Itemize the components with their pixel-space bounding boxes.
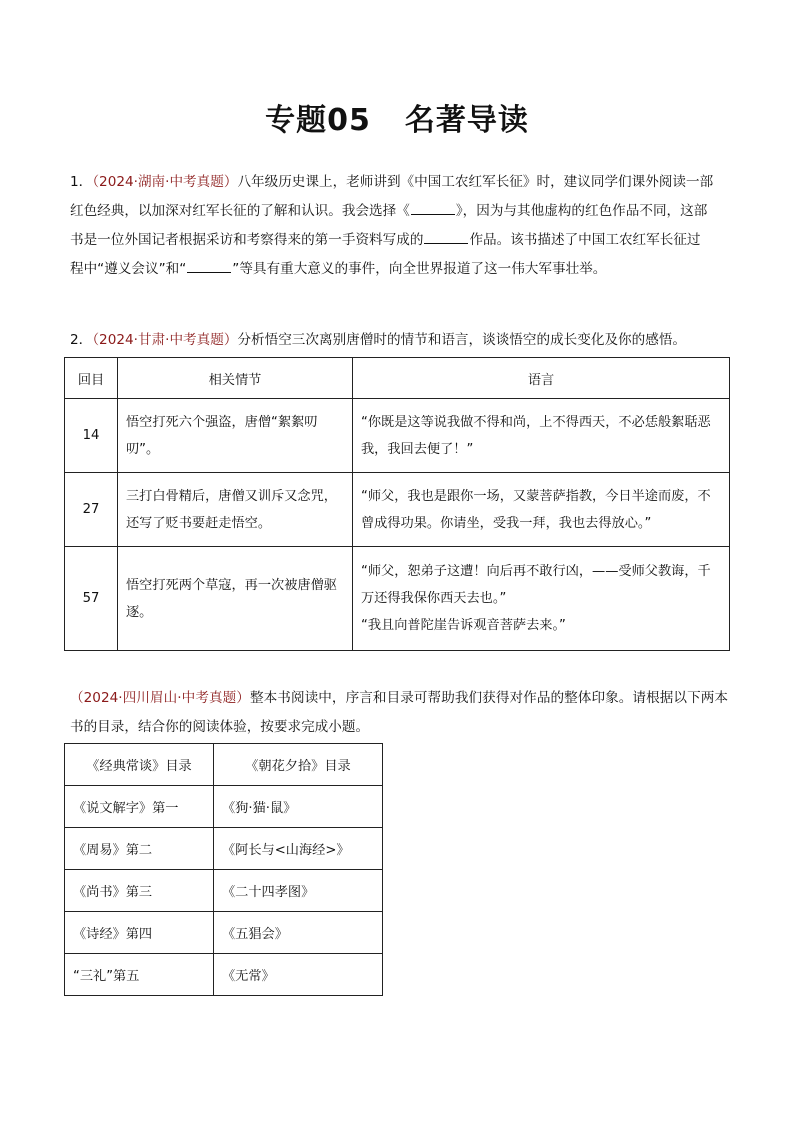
title-number: 05 xyxy=(327,103,371,138)
q1-line-2 xyxy=(70,197,728,226)
table-row xyxy=(65,786,383,828)
q1-text-4a: 程中“遵义会议”和“ xyxy=(70,261,187,277)
q2-number: 2． xyxy=(70,332,93,348)
table-cell: 《阿长与<山海经>》 xyxy=(214,828,383,870)
q2-source: （2024·甘肃·中考真题） xyxy=(92,332,238,348)
book-contents-table xyxy=(64,743,383,996)
header-classics: 《经典常谈》目录 xyxy=(65,744,214,786)
table-row xyxy=(65,547,730,651)
title-prefix: 专题 xyxy=(265,103,328,138)
table-cell: 《五猖会》 xyxy=(214,912,383,954)
table-row xyxy=(65,870,383,912)
table-row xyxy=(65,828,383,870)
header-speech: 语言 xyxy=(353,358,730,399)
q1-line-1 xyxy=(70,168,728,197)
q2-text: 分析悟空三次离别唐僧时的情节和语言，谈谈悟空的成长变化及你的感悟。 xyxy=(237,332,687,348)
speech-line: “我且向普陀崖告诉观音菩萨去来。” xyxy=(361,618,566,633)
table-row xyxy=(65,954,383,996)
plot-cell: 三打白骨精后，唐僧又训斥又念咒，还写了贬书要赶走悟空。 xyxy=(118,473,353,547)
q1-line-3 xyxy=(70,226,728,255)
table-cell: 《尚书》第三 xyxy=(65,870,214,912)
q1-text-3b: 作品。该书描述了中国工农红军长征过 xyxy=(469,232,701,248)
q1-number: 1． xyxy=(70,174,93,190)
page-title xyxy=(0,95,794,139)
speech-line: “你既是这等说我做不得和尚，上不得西天，不必恁般絮聒恶我，我回去便了！” xyxy=(361,414,711,457)
question-1 xyxy=(70,168,728,284)
speech-cell xyxy=(353,399,730,473)
header-morning-flowers: 《朝花夕拾》目录 xyxy=(214,744,383,786)
q1-source: （2024·湖南·中考真题） xyxy=(92,174,238,190)
q3-text: 整本书阅读中，序言和目录可帮助我们获得对作品的整体印象。请根据以下两本书的目录，结合你的阅读体验，按要求完成小题。 xyxy=(70,690,728,735)
q1-text-2b: 》，因为与其他虚构的红色作品不同，这部 xyxy=(455,203,708,219)
q3-source: （2024·四川眉山·中考真题） xyxy=(70,690,250,706)
table-cell: “三礼”第五 xyxy=(65,954,214,996)
answer-blank-2[interactable] xyxy=(424,229,468,244)
chapter-cell: 57 xyxy=(65,547,118,651)
q1-line-4 xyxy=(70,255,728,284)
table-row xyxy=(65,399,730,473)
q1-text-3a: 书是一位外国记者根据采访和考察得来的第一手资料写成的 xyxy=(70,232,424,248)
table-row xyxy=(65,473,730,547)
plot-cell: 悟空打死六个强盗，唐僧“絮絮叨叨”。 xyxy=(118,399,353,473)
chapter-cell: 14 xyxy=(65,399,118,473)
answer-blank-1[interactable] xyxy=(411,200,455,215)
title-name: 名著导读 xyxy=(404,103,529,138)
table-cell: 《周易》第二 xyxy=(65,828,214,870)
q1-text-2a: 红色经典，以加深对红军长征的了解和认识。我会选择《 xyxy=(70,203,410,219)
table-row xyxy=(65,912,383,954)
speech-cell xyxy=(353,547,730,651)
q1-text-4b: ”等具有重大意义的事件，向全世界报道了这一伟大军事壮举。 xyxy=(232,261,607,277)
q1-text-1: 八年级历史课上，老师讲到《中国工农红军长征》时，建议同学们课外阅读一部 xyxy=(237,174,714,190)
table-cell: 《说文解字》第一 xyxy=(65,786,214,828)
answer-blank-3[interactable] xyxy=(187,258,231,273)
plot-cell: 悟空打死两个草寇，再一次被唐僧驱逐。 xyxy=(118,547,353,651)
speech-line: “师父，恕弟子这遭！向后再不敢行凶，——受师父教诲，千万还得我保你西天去也。” xyxy=(361,564,711,606)
question-2 xyxy=(70,326,728,355)
table-header-row xyxy=(65,358,730,399)
table-cell: 《二十四孝图》 xyxy=(214,870,383,912)
table-header-row xyxy=(65,744,383,786)
table-cell: 《狗·猫·鼠》 xyxy=(214,786,383,828)
chapter-cell: 27 xyxy=(65,473,118,547)
header-plot: 相关情节 xyxy=(118,358,353,399)
question-3 xyxy=(70,684,728,742)
speech-line: “师父，我也是跟你一场，又蒙菩萨指教，今日半途而废，不曾成得功果。你请坐，受我一拜，我也去得放心。” xyxy=(361,488,711,531)
speech-cell xyxy=(353,473,730,547)
table-cell: 《诗经》第四 xyxy=(65,912,214,954)
journey-west-table xyxy=(64,357,730,651)
header-chapter: 回目 xyxy=(65,358,118,399)
table-cell: 《无常》 xyxy=(214,954,383,996)
